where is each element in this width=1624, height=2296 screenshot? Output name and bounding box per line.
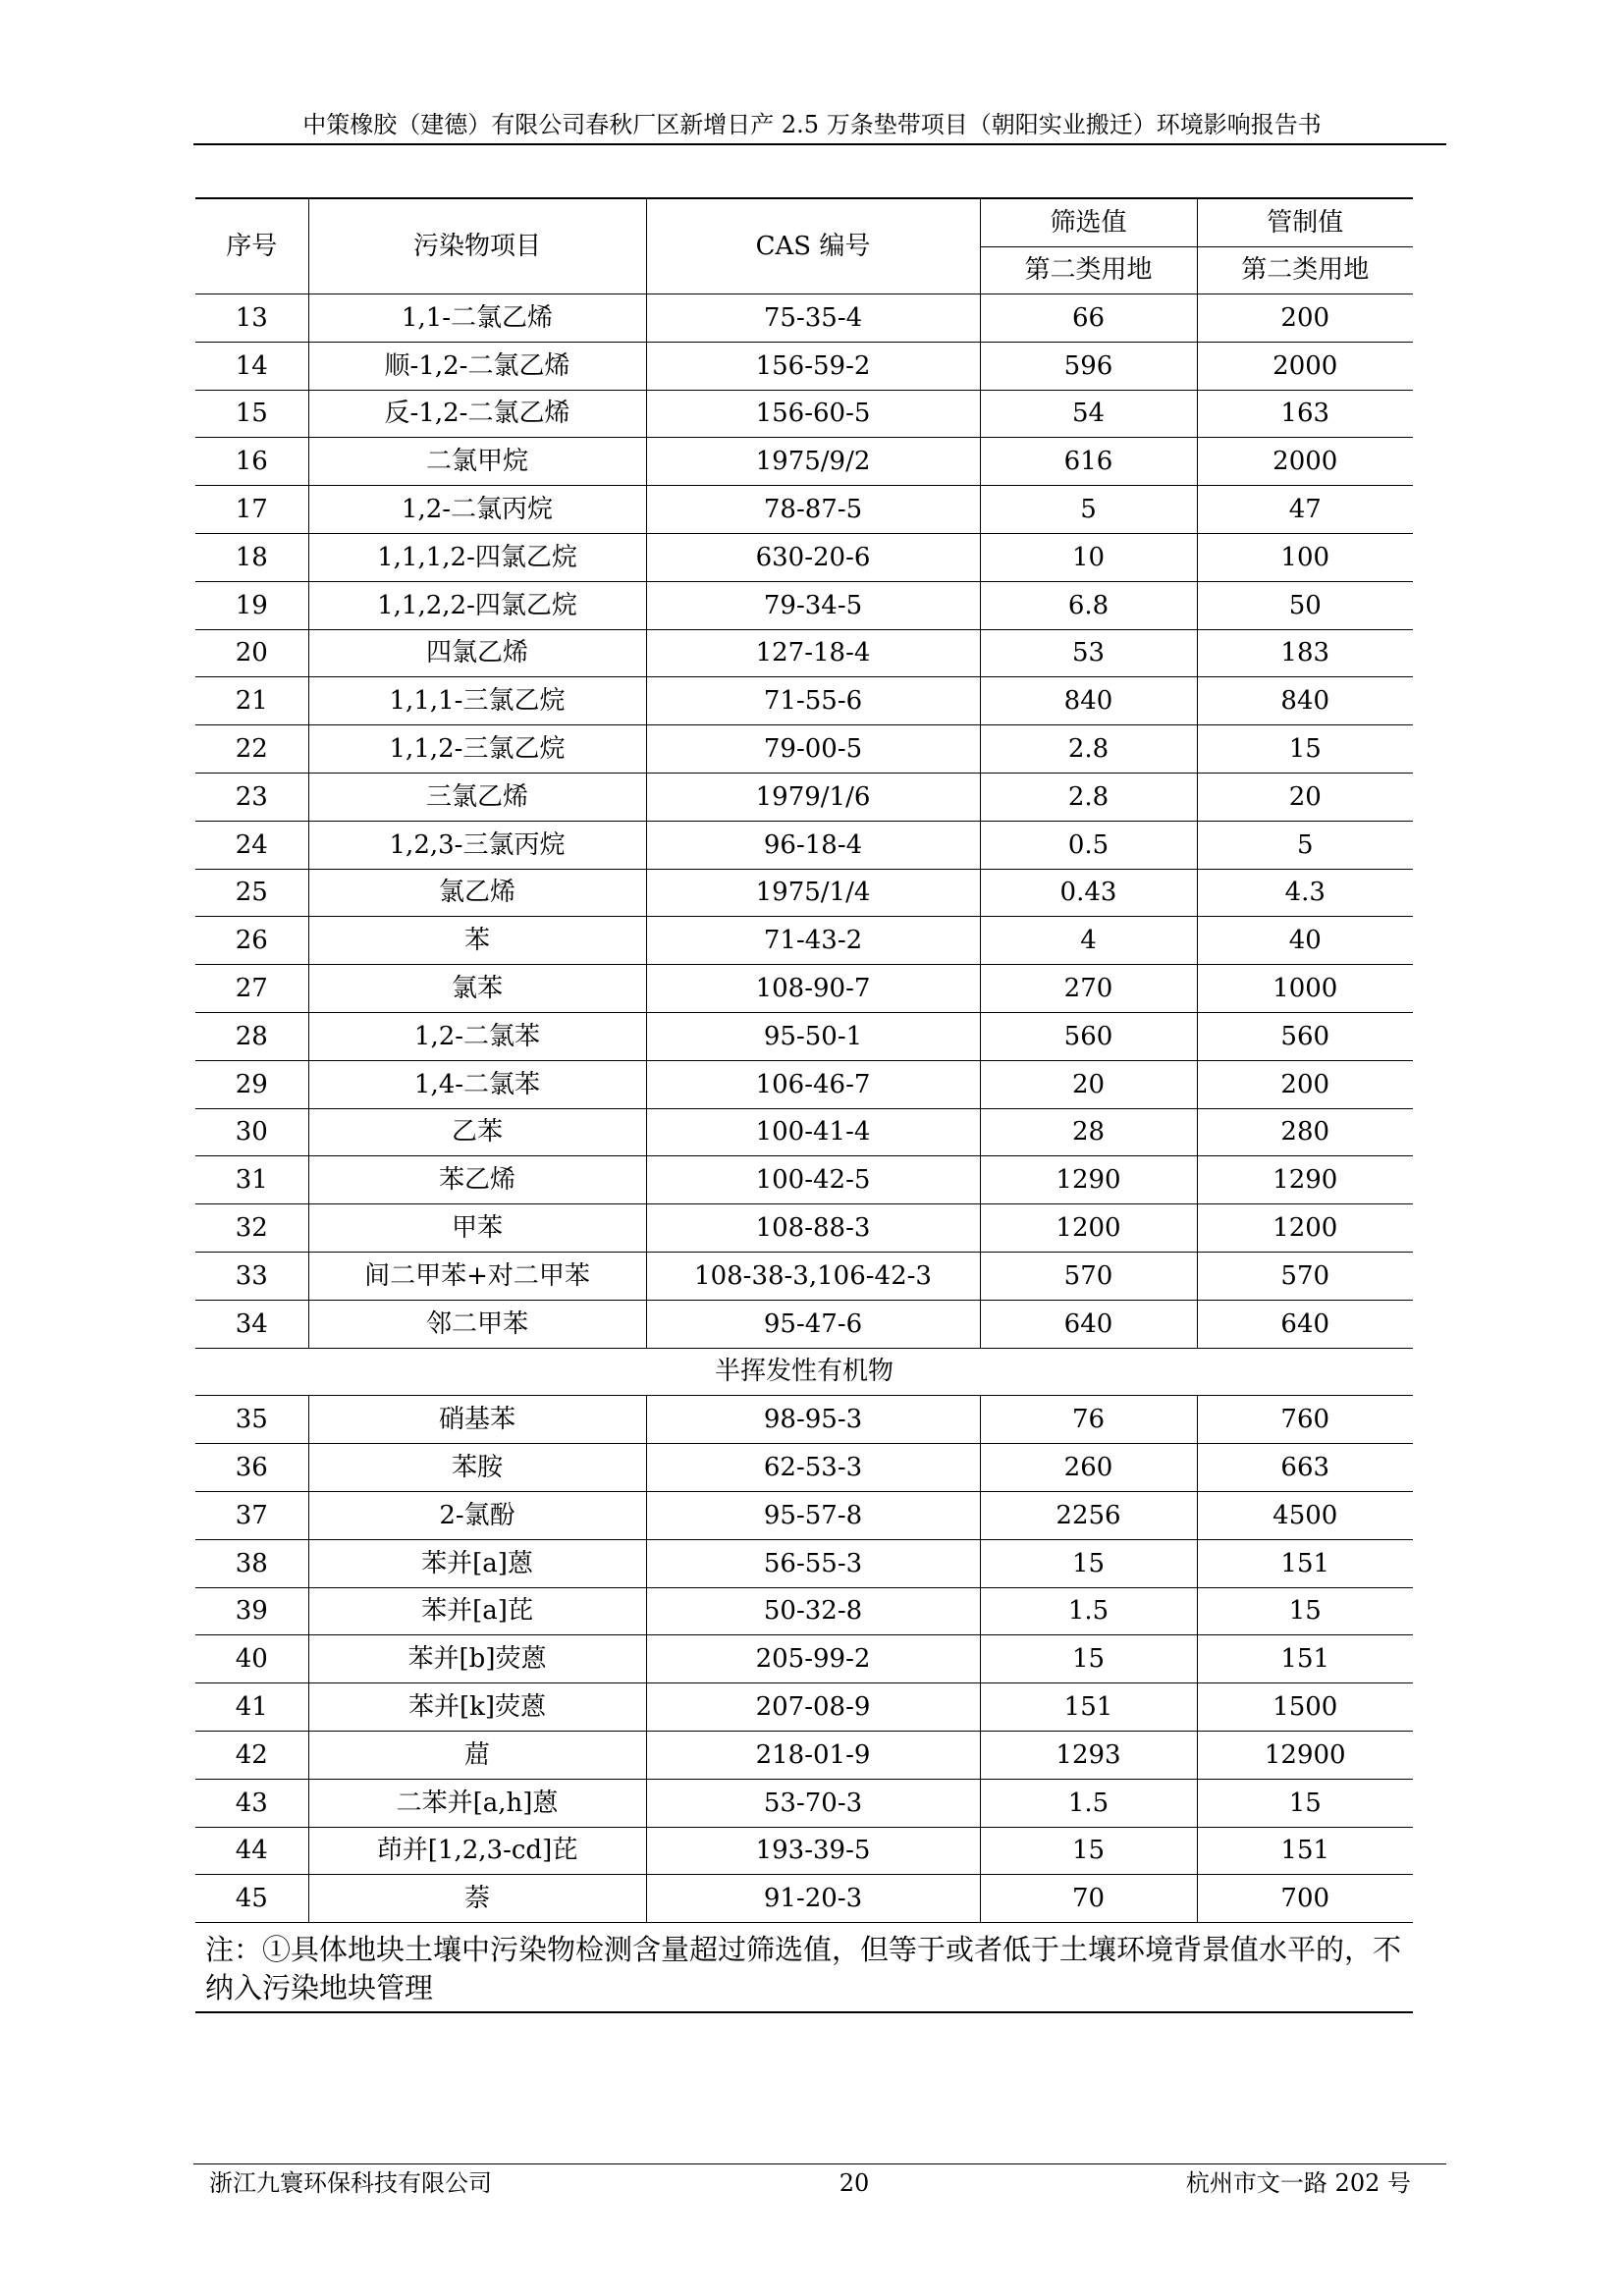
note-row	[195, 1923, 1413, 2013]
table-row	[195, 965, 1413, 1013]
cell-screening: 616	[980, 438, 1197, 486]
cell-cas: 71-43-2	[646, 917, 980, 965]
cell-screening: 76	[980, 1396, 1197, 1444]
table-row	[195, 677, 1413, 725]
cell-cas: 95-50-1	[646, 1012, 980, 1060]
footer-rule	[193, 2163, 1446, 2164]
cell-control: 40	[1197, 917, 1413, 965]
cell-screening: 570	[980, 1252, 1197, 1300]
table-row	[195, 1875, 1413, 1923]
cell-control: 20	[1197, 773, 1413, 821]
cell-seq: 37	[195, 1491, 308, 1539]
cell-control: 1500	[1197, 1683, 1413, 1732]
cell-cas: 71-55-6	[646, 677, 980, 725]
table-row	[195, 821, 1413, 869]
cell-name: 苯胺	[308, 1444, 646, 1492]
cell-screening: 66	[980, 294, 1197, 343]
cell-cas: 193-39-5	[646, 1827, 980, 1875]
cell-control: 4.3	[1197, 869, 1413, 917]
cell-cas: 53-70-3	[646, 1779, 980, 1827]
cell-seq: 41	[195, 1683, 308, 1732]
table-row	[195, 390, 1413, 438]
table-row	[195, 1587, 1413, 1635]
cell-name: 反-1,2-二氯乙烯	[308, 390, 646, 438]
cell-seq: 24	[195, 821, 308, 869]
header-item: 污染物项目	[308, 198, 646, 294]
cell-cas: 156-60-5	[646, 390, 980, 438]
table-row	[195, 773, 1413, 821]
cell-control: 151	[1197, 1827, 1413, 1875]
cell-name: 二氯甲烷	[308, 438, 646, 486]
cell-cas: 96-18-4	[646, 821, 980, 869]
cell-cas: 1975/1/4	[646, 869, 980, 917]
header-screening: 筛选值	[980, 198, 1197, 246]
cell-cas: 100-41-4	[646, 1108, 980, 1156]
table-row	[195, 438, 1413, 486]
table-row	[195, 725, 1413, 774]
table-row	[195, 1156, 1413, 1204]
cell-name: 苯并[a]芘	[308, 1587, 646, 1635]
cell-cas: 95-57-8	[646, 1491, 980, 1539]
table-body-svocs	[195, 1396, 1413, 1923]
cell-control: 183	[1197, 629, 1413, 677]
cell-screening: 15	[980, 1827, 1197, 1875]
cell-cas: 75-35-4	[646, 294, 980, 343]
cell-screening: 20	[980, 1060, 1197, 1108]
cell-screening: 1293	[980, 1731, 1197, 1779]
cell-name: 萘	[308, 1875, 646, 1923]
cell-cas: 106-46-7	[646, 1060, 980, 1108]
cell-control: 15	[1197, 1779, 1413, 1827]
page-header-title: 中策橡胶（建德）有限公司春秋厂区新增日产 2.5 万条垫带项目（朝阳实业搬迁）环境影响报告书	[302, 111, 1322, 138]
cell-name: 苯乙烯	[308, 1156, 646, 1204]
cell-name: 1,1,1,2-四氯乙烷	[308, 533, 646, 581]
cell-cas: 56-55-3	[646, 1539, 980, 1587]
cell-control: 1200	[1197, 1204, 1413, 1253]
cell-name: 氯乙烯	[308, 869, 646, 917]
section-label: 半挥发性有机物	[195, 1348, 1413, 1396]
footer-company: 浙江九寰环保科技有限公司	[209, 2169, 492, 2197]
cell-seq: 27	[195, 965, 308, 1013]
table-row	[195, 1060, 1413, 1108]
table-row	[195, 533, 1413, 581]
cell-seq: 40	[195, 1635, 308, 1683]
cell-control: 47	[1197, 486, 1413, 534]
cell-cas: 156-59-2	[646, 342, 980, 390]
cell-control: 100	[1197, 533, 1413, 581]
footer-page-number: 20	[839, 2169, 870, 2197]
cell-control: 280	[1197, 1108, 1413, 1156]
cell-screening: 560	[980, 1012, 1197, 1060]
cell-control: 200	[1197, 1060, 1413, 1108]
table-row	[195, 342, 1413, 390]
cell-screening: 2.8	[980, 725, 1197, 774]
cell-cas: 1975/9/2	[646, 438, 980, 486]
cell-control: 1000	[1197, 965, 1413, 1013]
cell-screening: 840	[980, 677, 1197, 725]
table-row	[195, 917, 1413, 965]
cell-cas: 108-88-3	[646, 1204, 980, 1253]
cell-seq: 45	[195, 1875, 308, 1923]
cell-seq: 42	[195, 1731, 308, 1779]
cell-screening: 15	[980, 1635, 1197, 1683]
table-body-vocs	[195, 294, 1413, 1349]
cell-seq: 29	[195, 1060, 308, 1108]
cell-name: 1,2-二氯丙烷	[308, 486, 646, 534]
cell-cas: 630-20-6	[646, 533, 980, 581]
table-row	[195, 1396, 1413, 1444]
cell-name: 三氯乙烯	[308, 773, 646, 821]
cell-screening: 1.5	[980, 1779, 1197, 1827]
cell-control: 560	[1197, 1012, 1413, 1060]
cell-screening: 10	[980, 533, 1197, 581]
cell-seq: 22	[195, 725, 308, 774]
cell-screening: 2256	[980, 1491, 1197, 1539]
cell-seq: 28	[195, 1012, 308, 1060]
cell-name: 顺-1,2-二氯乙烯	[308, 342, 646, 390]
cell-control: 163	[1197, 390, 1413, 438]
cell-control: 2000	[1197, 342, 1413, 390]
cell-control: 760	[1197, 1396, 1413, 1444]
cell-control: 15	[1197, 1587, 1413, 1635]
cell-screening: 596	[980, 342, 1197, 390]
cell-name: 1,2-二氯苯	[308, 1012, 646, 1060]
header-cas: CAS 编号	[646, 198, 980, 294]
cell-cas: 79-00-5	[646, 725, 980, 774]
cell-seq: 39	[195, 1587, 308, 1635]
cell-seq: 23	[195, 773, 308, 821]
section-row	[195, 1348, 1413, 1396]
cell-name: 苯并[a]蒽	[308, 1539, 646, 1587]
cell-screening: 1.5	[980, 1587, 1197, 1635]
table-row	[195, 1827, 1413, 1875]
cell-control: 640	[1197, 1300, 1413, 1348]
cell-name: 苯并[b]荧蒽	[308, 1635, 646, 1683]
table-row	[195, 1012, 1413, 1060]
cell-seq: 18	[195, 533, 308, 581]
cell-control: 50	[1197, 581, 1413, 629]
cell-name: 四氯乙烯	[308, 629, 646, 677]
cell-seq: 34	[195, 1300, 308, 1348]
cell-control: 840	[1197, 677, 1413, 725]
cell-control: 663	[1197, 1444, 1413, 1492]
table-row	[195, 1204, 1413, 1253]
cell-name: 二苯并[a,h]蒽	[308, 1779, 646, 1827]
cell-cas: 205-99-2	[646, 1635, 980, 1683]
cell-control: 151	[1197, 1539, 1413, 1587]
cell-cas: 78-87-5	[646, 486, 980, 534]
cell-screening: 0.5	[980, 821, 1197, 869]
cell-control: 1290	[1197, 1156, 1413, 1204]
cell-screening: 6.8	[980, 581, 1197, 629]
cell-cas: 127-18-4	[646, 629, 980, 677]
cell-seq: 14	[195, 342, 308, 390]
cell-screening: 2.8	[980, 773, 1197, 821]
table-row	[195, 1779, 1413, 1827]
cell-screening: 0.43	[980, 869, 1197, 917]
cell-seq: 26	[195, 917, 308, 965]
cell-screening: 260	[980, 1444, 1197, 1492]
cell-cas: 95-47-6	[646, 1300, 980, 1348]
cell-name: 苯	[308, 917, 646, 965]
cell-cas: 50-32-8	[646, 1587, 980, 1635]
cell-name: 氯苯	[308, 965, 646, 1013]
table-row	[195, 629, 1413, 677]
cell-seq: 20	[195, 629, 308, 677]
header-control: 管制值	[1197, 198, 1413, 246]
cell-control: 151	[1197, 1635, 1413, 1683]
cell-control: 2000	[1197, 438, 1413, 486]
cell-name: 1,4-二氯苯	[308, 1060, 646, 1108]
cell-name: 1,1,1-三氯乙烷	[308, 677, 646, 725]
table-row	[195, 486, 1413, 534]
cell-screening: 640	[980, 1300, 1197, 1348]
cell-control: 5	[1197, 821, 1413, 869]
cell-seq: 19	[195, 581, 308, 629]
cell-seq: 17	[195, 486, 308, 534]
table-row	[195, 294, 1413, 343]
header-rule	[193, 143, 1446, 145]
cell-cas: 1979/1/6	[646, 773, 980, 821]
cell-name: 1,1,2-三氯乙烷	[308, 725, 646, 774]
table-row	[195, 1539, 1413, 1587]
cell-screening: 28	[980, 1108, 1197, 1156]
cell-cas: 98-95-3	[646, 1396, 980, 1444]
table-header-row	[195, 198, 1413, 246]
table-row	[195, 1252, 1413, 1300]
cell-cas: 207-08-9	[646, 1683, 980, 1732]
cell-screening: 53	[980, 629, 1197, 677]
cell-screening: 54	[980, 390, 1197, 438]
cell-control: 200	[1197, 294, 1413, 343]
cell-seq: 36	[195, 1444, 308, 1492]
cell-screening: 5	[980, 486, 1197, 534]
cell-cas: 79-34-5	[646, 581, 980, 629]
table-section-svocs	[195, 1348, 1413, 1396]
cell-seq: 44	[195, 1827, 308, 1875]
table-row	[195, 1635, 1413, 1683]
cell-seq: 21	[195, 677, 308, 725]
cell-name: 2-氯酚	[308, 1491, 646, 1539]
cell-cas: 62-53-3	[646, 1444, 980, 1492]
table-row	[195, 1300, 1413, 1348]
cell-name: 茚并[1,2,3-cd]芘	[308, 1827, 646, 1875]
cell-cas: 100-42-5	[646, 1156, 980, 1204]
cell-seq: 25	[195, 869, 308, 917]
cell-screening: 70	[980, 1875, 1197, 1923]
table-row	[195, 1444, 1413, 1492]
cell-seq: 31	[195, 1156, 308, 1204]
cell-name: 邻二甲苯	[308, 1300, 646, 1348]
cell-control: 15	[1197, 725, 1413, 774]
cell-control: 4500	[1197, 1491, 1413, 1539]
footer-address: 杭州市文一路 202 号	[1185, 2169, 1411, 2197]
cell-seq: 33	[195, 1252, 308, 1300]
cell-cas: 91-20-3	[646, 1875, 980, 1923]
cell-screening: 1290	[980, 1156, 1197, 1204]
pollutant-table	[195, 197, 1413, 2013]
cell-cas: 108-90-7	[646, 965, 980, 1013]
table-row	[195, 581, 1413, 629]
cell-cas: 108-38-3,106-42-3	[646, 1252, 980, 1300]
cell-name: 甲苯	[308, 1204, 646, 1253]
cell-screening: 4	[980, 917, 1197, 965]
header-land-type-screening: 第二类用地	[980, 246, 1197, 294]
cell-name: 硝基苯	[308, 1396, 646, 1444]
table-row	[195, 869, 1413, 917]
cell-name: 苯并[k]荧蒽	[308, 1683, 646, 1732]
cell-control: 12900	[1197, 1731, 1413, 1779]
table-row	[195, 1108, 1413, 1156]
table-row	[195, 1491, 1413, 1539]
header-seq: 序号	[195, 198, 308, 294]
cell-seq: 15	[195, 390, 308, 438]
cell-name: 1,2,3-三氯丙烷	[308, 821, 646, 869]
cell-control: 570	[1197, 1252, 1413, 1300]
cell-cas: 218-01-9	[646, 1731, 980, 1779]
cell-seq: 38	[195, 1539, 308, 1587]
cell-screening: 1200	[980, 1204, 1197, 1253]
cell-seq: 43	[195, 1779, 308, 1827]
table-row	[195, 1683, 1413, 1732]
cell-name: 1,1-二氯乙烯	[308, 294, 646, 343]
cell-seq: 13	[195, 294, 308, 343]
table-row	[195, 1731, 1413, 1779]
cell-control: 700	[1197, 1875, 1413, 1923]
header-land-type-control: 第二类用地	[1197, 246, 1413, 294]
cell-seq: 35	[195, 1396, 308, 1444]
cell-name: 乙苯	[308, 1108, 646, 1156]
cell-seq: 30	[195, 1108, 308, 1156]
cell-name: 1,1,2,2-四氯乙烷	[308, 581, 646, 629]
cell-name: 间二甲苯+对二甲苯	[308, 1252, 646, 1300]
cell-name: 䓛	[308, 1731, 646, 1779]
cell-screening: 15	[980, 1539, 1197, 1587]
cell-screening: 270	[980, 965, 1197, 1013]
table-note: 注：①具体地块土壤中污染物检测含量超过筛选值，但等于或者低于土壤环境背景值水平的，不纳入污染地块管理	[195, 1923, 1413, 2013]
cell-seq: 16	[195, 438, 308, 486]
cell-screening: 151	[980, 1683, 1197, 1732]
cell-seq: 32	[195, 1204, 308, 1253]
